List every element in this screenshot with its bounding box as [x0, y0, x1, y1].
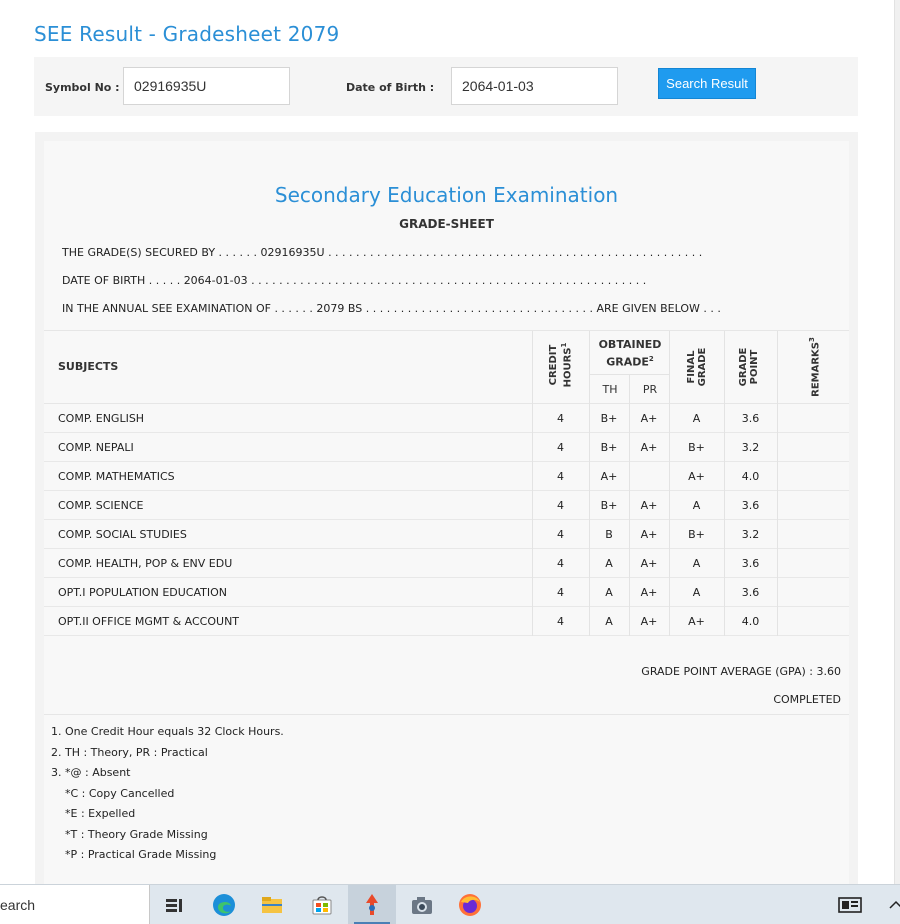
final-cell: B+	[688, 441, 705, 454]
active-app-tile[interactable]	[348, 885, 396, 924]
credit-cell: 4	[557, 586, 564, 599]
grade-secured-line	[62, 246, 702, 259]
exam-line	[62, 302, 721, 315]
pr-cell	[629, 462, 669, 491]
note-copy-cancelled: *C : Copy Cancelled	[65, 786, 175, 800]
col-divider	[589, 520, 590, 549]
gp-cell: 3.6	[741, 586, 760, 599]
note-credit-hours: 1. One Credit Hour equals 32 Clock Hours.	[51, 725, 284, 738]
final-cell: A	[692, 412, 701, 425]
final-cell: A+	[688, 470, 705, 483]
th-cell: A	[605, 557, 613, 570]
search-form	[34, 57, 858, 116]
th-cell: A	[605, 586, 613, 599]
table-row	[44, 578, 849, 607]
credit-cell: 4	[557, 615, 564, 628]
table-row	[44, 433, 849, 462]
final-cell: A	[692, 557, 701, 570]
col-divider	[777, 578, 778, 607]
col-divider	[777, 462, 778, 491]
subject-name: COMP. ENGLISH	[58, 412, 145, 425]
pr-cell: A+	[640, 441, 658, 454]
note-absent: 3. *@ : Absent	[51, 766, 131, 779]
subject-name: COMP. SCIENCE	[58, 499, 144, 512]
gp-cell: 3.2	[741, 528, 760, 541]
subject-name: COMP. HEALTH, POP & ENV EDU	[58, 557, 233, 570]
col-divider	[589, 549, 590, 578]
app-icon	[358, 891, 386, 919]
gradesheet	[44, 141, 849, 901]
col-divider	[777, 549, 778, 578]
col-divider	[629, 462, 630, 491]
table-row	[44, 549, 849, 578]
col-divider	[629, 520, 630, 549]
col-divider	[629, 491, 630, 520]
col-divider	[629, 404, 630, 433]
col-divider	[724, 404, 725, 433]
pr-cell: A+	[640, 412, 658, 425]
pr-cell: A+	[640, 499, 658, 512]
col-divider	[724, 433, 725, 462]
gp-line1: GRADE	[738, 347, 749, 387]
store-icon[interactable]	[308, 891, 336, 919]
subject-name: COMP. MATHEMATICS	[58, 470, 175, 483]
col-divider	[669, 462, 670, 491]
col-divider	[532, 433, 533, 462]
col-divider	[589, 404, 590, 433]
gp-cell: 4.0	[741, 615, 760, 628]
gp-cell: 3.6	[741, 412, 760, 425]
subject-name: OPT.I POPULATION EDUCATION	[58, 586, 227, 599]
task-view-icon[interactable]	[160, 891, 188, 919]
col-divider	[532, 520, 533, 549]
gp-cell: 4.0	[741, 470, 760, 483]
col-divider	[669, 520, 670, 549]
gp-line2: POINT	[749, 349, 760, 385]
footnotes	[51, 722, 284, 866]
file-explorer-icon[interactable]	[258, 891, 286, 919]
col-divider	[589, 462, 590, 491]
col-divider	[532, 404, 533, 433]
dob-input[interactable]: 2064-01-03	[451, 67, 618, 105]
col-divider	[724, 549, 725, 578]
symbol-value: 02916935U	[260, 246, 325, 259]
col-divider	[589, 491, 590, 520]
final-cell: A	[692, 499, 701, 512]
col-divider	[669, 549, 670, 578]
symbol-input[interactable]: 02916935U	[123, 67, 290, 105]
credit-sup: 1	[560, 342, 568, 348]
col-divider	[669, 331, 670, 405]
col-divider	[724, 578, 725, 607]
search-result-button[interactable]: Search Result	[658, 68, 756, 99]
col-divider	[629, 578, 630, 607]
grade-point-header	[738, 345, 762, 389]
note-th-pr: 2. TH : Theory, PR : Practical	[51, 745, 208, 759]
subject-name: COMP. SOCIAL STUDIES	[58, 528, 187, 541]
note-practical-missing: *P : Practical Grade Missing	[65, 848, 217, 861]
remarks-cell	[777, 433, 849, 462]
th-header: TH	[602, 383, 618, 396]
firefox-icon[interactable]	[456, 891, 484, 919]
credit-cell: 4	[557, 557, 564, 570]
note-expelled: *E : Expelled	[65, 807, 136, 820]
credit-cell: 4	[557, 412, 564, 425]
result-status: COMPLETED	[773, 693, 841, 706]
col-divider	[777, 433, 778, 462]
col-divider	[589, 433, 590, 462]
final-grade-header	[686, 345, 710, 389]
col-divider	[532, 331, 533, 405]
th-cell: B+	[600, 412, 618, 425]
pr-cell: A+	[640, 615, 658, 628]
remarks-sup: 3	[808, 337, 816, 342]
col-divider	[724, 491, 725, 520]
col-divider	[669, 433, 670, 462]
table-row	[44, 607, 849, 636]
pr-header: PR	[642, 383, 658, 396]
pr-cell: A+	[640, 557, 658, 570]
grade-secured-prefix: THE GRADE(S) SECURED BY . . . . . .	[62, 246, 258, 259]
subject-name: OPT.II OFFICE MGMT & ACCOUNT	[58, 615, 240, 628]
dob-label: Date of Birth :	[346, 81, 435, 94]
col-divider	[777, 607, 778, 636]
col-divider	[669, 491, 670, 520]
chevron-up-icon[interactable]	[882, 891, 900, 919]
col-divider	[532, 549, 533, 578]
col-divider	[669, 578, 670, 607]
remarks-cell	[777, 462, 849, 491]
col-divider	[669, 607, 670, 636]
credit-hours-header	[548, 340, 574, 390]
credit-hours-line1: CREDIT	[548, 344, 559, 386]
th-cell: B	[605, 528, 613, 541]
final-line2: GRADE	[697, 347, 708, 387]
col-divider	[532, 578, 533, 607]
obtained-line2: GRADE	[606, 355, 649, 369]
remarks-label: REMARKS	[810, 342, 822, 397]
col-divider	[532, 491, 533, 520]
credit-cell: 4	[557, 528, 564, 541]
scrollbar[interactable]	[894, 0, 900, 884]
subject-name: COMP. NEPALI	[58, 441, 134, 454]
pr-cell: A+	[640, 528, 658, 541]
gradesheet-container	[35, 132, 858, 892]
obtained-line1: OBTAINED	[598, 338, 662, 351]
th-cell: B+	[600, 441, 618, 454]
col-divider	[532, 462, 533, 491]
symbol-label: Symbol No :	[45, 81, 120, 94]
dob-value: 2064-01-03	[183, 274, 248, 287]
news-icon[interactable]	[836, 891, 864, 919]
table-row	[44, 462, 849, 491]
remarks-cell	[777, 607, 849, 636]
subjects-header: SUBJECTS	[58, 360, 119, 373]
col-divider	[777, 331, 778, 405]
col-divider	[777, 404, 778, 433]
dob-dots: . . . . . . . . . . . . . . . . . . . . . . . . . . . . . . . . . . . . . . . . . . . . . . . . . . . . . . . . .	[251, 274, 647, 287]
gp-cell: 3.2	[741, 441, 760, 454]
page-title: SEE Result - Gradesheet 2079	[34, 22, 340, 46]
note-theory-missing: *T : Theory Grade Missing	[65, 827, 208, 841]
edge-icon[interactable]	[210, 891, 238, 919]
final-cell: A+	[688, 615, 705, 628]
remarks-cell	[777, 520, 849, 549]
col-divider	[589, 607, 590, 636]
table-row	[44, 520, 849, 549]
col-divider	[629, 549, 630, 578]
credit-cell: 4	[557, 441, 564, 454]
gp-cell: 3.6	[741, 499, 760, 512]
pr-cell: A+	[640, 586, 658, 599]
col-divider	[629, 374, 630, 405]
exam-prefix: IN THE ANNUAL SEE EXAMINATION OF . . . . . .	[62, 302, 313, 315]
dob-prefix: DATE OF BIRTH . . . . .	[62, 274, 181, 287]
col-divider	[629, 433, 630, 462]
col-divider	[724, 331, 725, 405]
obtained-grade-header	[590, 337, 670, 370]
remarks-cell	[777, 491, 849, 520]
col-divider	[777, 520, 778, 549]
remarks-header	[807, 331, 822, 403]
col-divider	[724, 607, 725, 636]
remarks-cell	[777, 578, 849, 607]
obtained-divider	[590, 374, 670, 375]
dob-line	[62, 274, 646, 287]
th-cell: A	[605, 615, 613, 628]
col-divider	[669, 404, 670, 433]
gpa-summary: GRADE POINT AVERAGE (GPA) : 3.60	[641, 665, 841, 678]
exam-year: 2079 BS	[316, 302, 363, 315]
th-cell: A+	[600, 470, 618, 483]
col-divider	[589, 578, 590, 607]
exam-title: Secondary Education Examination	[274, 183, 619, 207]
th-cell: B+	[600, 499, 618, 512]
obtained-sup: 2	[648, 355, 654, 363]
final-line1: FINAL	[686, 350, 697, 384]
remarks-cell	[777, 549, 849, 578]
final-cell: A	[692, 586, 701, 599]
credit-cell: 4	[557, 499, 564, 512]
exam-suffix: . . . . . . . . . . . . . . . . . . . . . . . . . . . . . . . . . ARE GIVEN BELOW . . .	[365, 302, 721, 315]
col-divider	[724, 462, 725, 491]
gp-cell: 3.6	[741, 557, 760, 570]
col-divider	[629, 607, 630, 636]
col-divider	[589, 331, 590, 405]
taskbar	[0, 884, 900, 924]
final-cell: B+	[688, 528, 705, 541]
remarks-cell	[777, 404, 849, 433]
gradesheet-title: GRADE-SHEET	[399, 217, 494, 231]
col-divider	[724, 520, 725, 549]
col-divider	[777, 491, 778, 520]
table-header	[44, 330, 849, 404]
col-divider	[532, 607, 533, 636]
table-row	[44, 491, 849, 520]
grade-secured-dots: . . . . . . . . . . . . . . . . . . . . . . . . . . . . . . . . . . . . . . . . . . . . . . . . . . . . . .	[328, 246, 703, 259]
camera-icon[interactable]	[408, 891, 436, 919]
taskbar-search[interactable]: earch	[0, 885, 150, 924]
table-row	[44, 404, 849, 433]
credit-hours-line2: HOURS	[562, 347, 574, 388]
credit-cell: 4	[557, 470, 564, 483]
notes-divider	[44, 714, 849, 715]
